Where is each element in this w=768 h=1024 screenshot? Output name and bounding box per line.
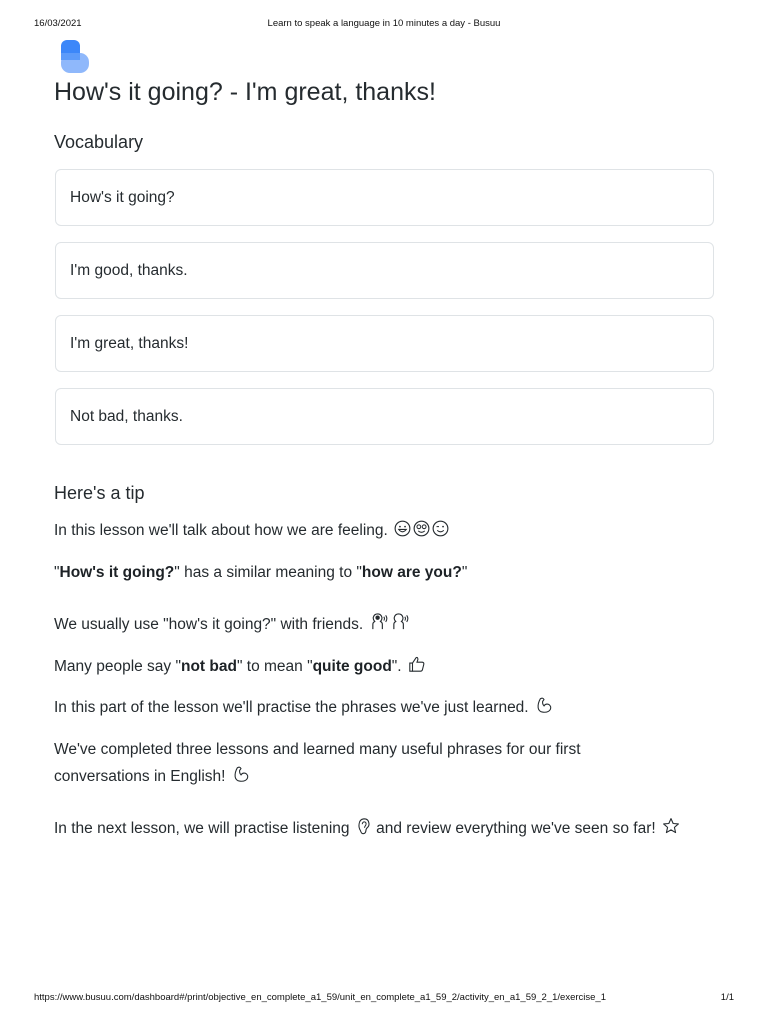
tip-text: In this lesson we'll talk about how we are feeling. [54,522,388,539]
lesson-title: How's it going? - I'm great, thanks! [54,78,436,106]
print-url: https://www.busuu.com/dashboard#/print/objective_en_complete_a1_59/unit_en_complete_a1_59_2/activity_en_a1_59_2_1/exercise_1 [34,992,606,1003]
tip-heading: Here's a tip [54,483,145,503]
tip-text: We usually use "how's it going?" with friends. [54,616,364,633]
tip-text: In this part of the lesson we'll practise the phrases we've just learned. [54,699,529,716]
print-page-title: Learn to speak a language in 10 minutes a day - Busuu [267,18,501,29]
person-talking-icon [391,612,410,631]
vocabulary-heading: Vocabulary [54,132,144,152]
vocabulary-list [55,169,714,461]
tip-line-meaning [54,559,467,586]
tip-text: In the next lesson, we will practise listening [54,820,350,837]
person-talking-icon [370,612,389,631]
winking-face-icon [432,520,449,537]
tip-text: and review everything we've seen so far! [376,820,656,837]
print-header [0,18,768,32]
tip-line-practise [54,694,553,721]
print-footer [0,992,768,1006]
tip-text: " has a similar meaning to " [174,564,362,581]
tip-bold-phrase: not bad [181,658,237,675]
tip-line-next-lesson [54,815,680,842]
flexed-biceps-icon [232,765,250,783]
smiling-face-sunglasses-icon [413,520,430,537]
tip-text: " to mean " [236,658,313,675]
tip-line-feelings [54,517,449,544]
vocab-card[interactable]: Not bad, thanks. [55,388,714,445]
tip-text: " [54,564,60,581]
tip-bold-phrase: quite good [312,658,392,675]
vocab-card[interactable]: I'm good, thanks. [55,242,714,299]
tip-text: ". [391,658,402,675]
print-date: 16/03/2021 [34,18,82,29]
tip-line-friends [54,611,410,638]
grinning-face-icon [394,520,411,537]
tip-bold-phrase: how are you? [361,564,462,581]
busuu-logo-icon [60,40,90,74]
tip-text: " [461,564,468,581]
tip-text: Many people say " [54,658,181,675]
tip-line-completed [54,736,654,790]
tip-bold-phrase: How's it going? [59,564,175,581]
thumbs-up-icon [408,655,426,673]
ear-icon [356,817,372,835]
star-icon [662,817,680,835]
vocab-card[interactable]: I'm great, thanks! [55,315,714,372]
tip-line-not-bad [54,653,426,680]
flexed-biceps-icon [535,696,553,714]
vocab-card[interactable]: How's it going? [55,169,714,226]
tip-text: We've completed three lessons and learned many useful phrases for our first conversations in English! [54,741,581,785]
page-number: 1/1 [720,992,734,1003]
